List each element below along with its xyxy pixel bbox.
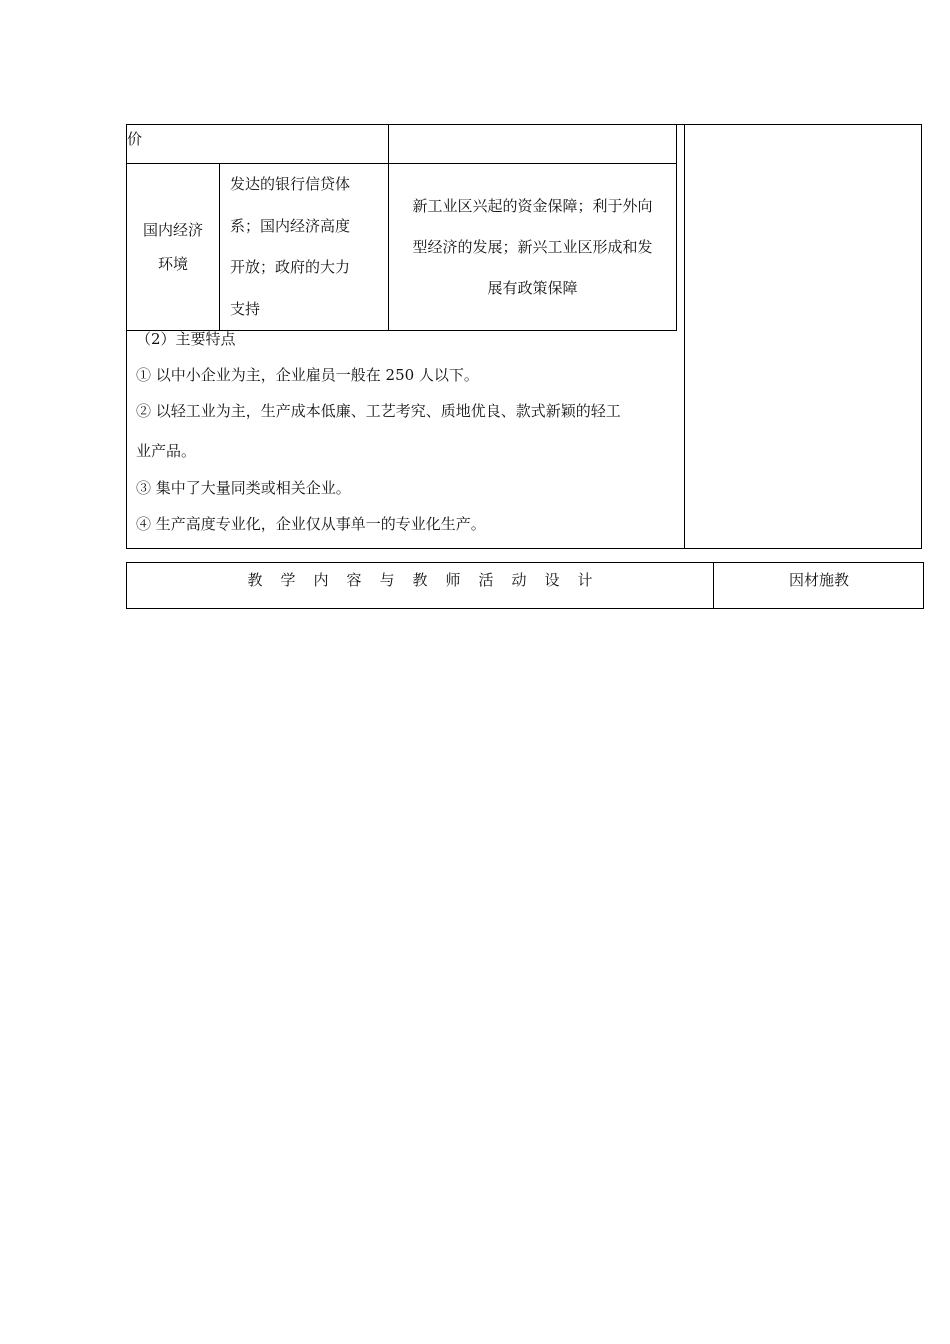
env-label-line: 环境 — [157, 255, 188, 273]
features-heading: （2）主要特点 — [136, 330, 236, 348]
feature-item-2-line2: 业产品。 — [136, 442, 197, 460]
teaching-design-header: 教学内容与教师活动设计 — [127, 563, 714, 608]
effects-line: 型经济的发展；新兴工业区形成和发 — [412, 237, 653, 256]
table-row — [127, 164, 677, 331]
price-cell: 价 — [127, 125, 389, 164]
feature-item-4: ④ 生产高度专业化，企业仅从事单一的专业化生产。 — [136, 515, 486, 533]
differentiated-teaching-header: 因材施教 — [788, 571, 849, 589]
effects-line: 新工业区兴起的资金保障；利于外向 — [412, 196, 653, 215]
outer-column-divider — [684, 124, 685, 549]
conditions-table — [126, 124, 677, 331]
table-row — [127, 125, 677, 164]
env-label-cell — [127, 164, 220, 331]
env-conditions-cell — [220, 164, 389, 331]
env-label-line: 国内经济 — [142, 221, 203, 239]
conditions-line: 支持 — [230, 299, 261, 318]
feature-item-2-line1: ② 以轻工业为主，生产成本低廉、工艺考究、质地优良、款式新颖的轻工 — [136, 402, 621, 420]
env-effects-cell — [389, 164, 677, 331]
feature-item-3: ③ 集中了大量同类或相关企业。 — [136, 479, 351, 497]
conditions-line: 发达的银行信贷体 — [230, 175, 351, 193]
conditions-line: 开放；政府的大力 — [230, 258, 351, 276]
feature-item-1: ① 以中小企业为主，企业雇员一般在 250 人以下。 — [136, 366, 479, 384]
conditions-line: 系；国内经济高度 — [230, 216, 351, 235]
empty-cell — [389, 125, 677, 164]
effects-line: 展有政策保障 — [487, 278, 578, 297]
footer-header-table — [126, 562, 924, 609]
